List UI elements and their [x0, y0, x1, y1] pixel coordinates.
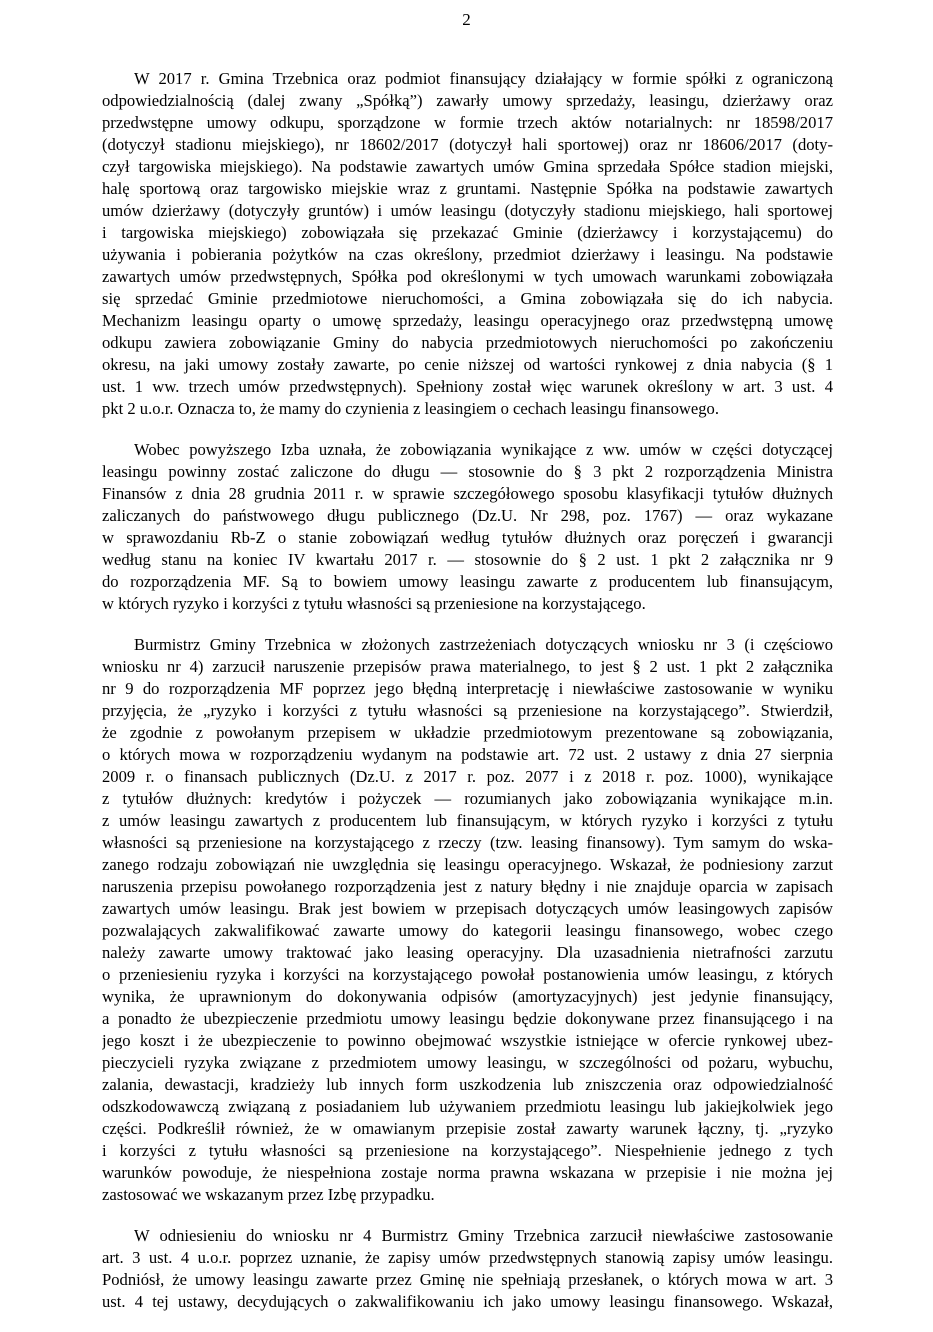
paragraph	[102, 439, 833, 615]
text-line: o przeniesieniu ryzyka i korzyści na korzystającego powołał postanowienia umów leasingu, z których	[102, 965, 833, 984]
text-line: ust. 4 tej ustawy, decydujących o zakwalifikowaniu ich jako umowy leasingu finansowego. Wskazał,	[102, 1292, 833, 1311]
paragraph	[102, 1225, 833, 1313]
text-line: przedwstępne umowy odkupu, sporządzone w formie trzech aktów notarialnych: nr 18598/2017	[102, 113, 833, 132]
text-line: się sprzedać Gminie przedmiotowe nieruchomości, a Gmina zobowiązała się do ich nabycia.	[102, 289, 833, 308]
text-line: odpowiedzialnością (dalej zwany „Spółką”) zawarły umowy sprzedaży, leasingu, dzierżawy oraz	[102, 91, 833, 110]
text-line: halę sportową oraz targowisko miejskie wraz z gruntami. Następnie Spółka na podstawie zawartych	[102, 179, 833, 198]
text-line: Wobec powyższego Izba uznała, że zobowiązania wynikające z ww. umów w części dotyczącej	[134, 440, 833, 459]
text-line: nr 9 do rozporządzenia MF poprzez jego błędną interpretację i niewłaściwe zastosowanie w wyniku	[102, 679, 833, 698]
text-line: zawartych umów leasingu. Brak jest bowiem w przepisach dotyczących umów leasingowych zapisów	[102, 899, 833, 918]
text-line: własności są przeniesione na korzystającego z rzeczy (tzw. leasing finansowy). Tym samym do wska-	[102, 833, 833, 852]
text-line: i korzyści z tytułu własności są przeniesione na korzystającego”. Niespełnienie jednego z tych	[102, 1141, 833, 1160]
page-number: 2	[462, 10, 471, 29]
text-line: naruszenia przepisu powołanego rozporządzenia jest z natury błędny i nie znajduje oparcia w zapisach	[102, 877, 833, 896]
text-line: odkupu zawiera zobowiązanie Gminy do nabycia przedmiotowych nieruchomości po zakończeniu	[102, 333, 833, 352]
text-line: do rozporządzenia MF. Są to bowiem umowy leasingu zawarte z producentem lub finansującym,	[102, 572, 833, 591]
paragraph	[102, 68, 833, 420]
text-line: (dotyczył stadionu miejskiego), nr 18602/2017 (dotyczył hali sportowej) oraz nr 18606/2017 (doty-	[102, 135, 833, 154]
text-line: przyjęcia, że „ryzyko i korzyści z tytułu własności są przeniesione na korzystającego”. Stwierdził,	[102, 701, 833, 720]
text-line: w sprawozdaniu Rb-Z o stanie zobowiązań według tytułów dłużnych oraz poręczeń i gwarancji	[102, 528, 833, 547]
text-line: używania i pobierania pożytków na czas określony, przedmiot dzierżawy i leasingu. Na podstawie	[102, 245, 833, 264]
text-line: 2009 r. o finansach publicznych (Dz.U. z 2017 r. poz. 2077 i z 2018 r. poz. 1000), wynikające	[102, 767, 833, 786]
text-line: Podniósł, że umowy leasingu zawarte przez Gminę nie spełniają przesłanek, o których mowa w art. 3	[102, 1270, 833, 1289]
text-line: warunków powoduje, że niespełniona zostaje norma prawna wskazana w przepisie i nie można jej	[102, 1163, 833, 1182]
text-line: leasingu powinny zostać zaliczone do długu — stosownie do § 3 pkt 2 rozporządzenia Ministra	[102, 462, 833, 481]
text-line: W 2017 r. Gmina Trzebnica oraz podmiot finansujący działający w formie spółki z ograniczoną	[134, 69, 833, 88]
text-line: a ponadto że ubezpieczenie przedmiotu umowy leasingu będzie dokonywane przez finansującego i na	[102, 1009, 833, 1028]
text-line: Mechanizm leasingu oparty o umowę sprzedaży, leasingu operacyjnego oraz przedwstępną umowę	[102, 311, 833, 330]
text-line: Burmistrz Gminy Trzebnica w złożonych zastrzeżeniach dotyczących wniosku nr 3 (i częściowo	[134, 635, 833, 654]
text-line: zanego rodzaju zobowiązań nie uwzględnia się leasingu operacyjnego. Wskazał, że podniesiony zarzut	[102, 855, 833, 874]
text-line: Finansów z dnia 28 grudnia 2011 r. w sprawie szczegółowego sposobu klasyfikacji tytułów dłużnych	[102, 484, 833, 503]
text-line: art. 3 ust. 4 u.o.r. poprzez uznanie, że zapisy umów przedwstępnych stanowią zapisy umów leasingu.	[102, 1248, 833, 1267]
text-line: zastosować we wskazanym przez Izbę przypadku.	[102, 1185, 435, 1204]
text-line: z tytułów dłużnych: kredytów i pożyczek — rozumianych jako zobowiązania wynikające m.in.	[102, 789, 833, 808]
text-line: że zgodnie z powołanym przepisem w układzie przedmiotowym prezentowane są zobowiązania,	[102, 723, 833, 742]
text-line: okresu, na jaki umowy zostały zawarte, po cenie niższej od wartości rynkowej z dnia nabycia (§ 1	[102, 355, 833, 374]
text-line: ust. 1 ww. trzech umów przedwstępnych). Spełniony został więc warunek określony w art. 3 ust. 4	[102, 377, 833, 396]
text-line: pozwalających zakwalifikować zawarte umowy do kategorii leasingu finansowego, wobec czego	[102, 921, 833, 940]
text-line: zawartych umów przedwstępnych, Spółka pod określonymi w tych umowach warunkami zobowiązała	[102, 267, 833, 286]
document-body	[102, 68, 833, 1332]
text-line: według stanu na koniec IV kwartału 2017 r. — stosownie do § 2 ust. 1 pkt 2 załącznika nr 9	[102, 550, 833, 569]
text-line: odszkodowawczą związaną z posiadaniem lub używaniem przedmiotu leasingu lub jakiejkolwiek jego	[102, 1097, 833, 1116]
text-line: z umów leasingu zawartych z producentem lub finansującym, w których ryzyko i korzyści z tytułu	[102, 811, 833, 830]
text-line: w których ryzyko i korzyści z tytułu własności są przeniesione na korzystającego.	[102, 594, 646, 613]
text-line: jego koszt i że ubezpieczenie to powinno obejmować wszystkie istniejące w ofercie rynkowej ubez-	[102, 1031, 833, 1050]
text-line: czył targowiska miejskiego). Na podstawie zawartych umów Gmina sprzedała Spółce stadion miejski,	[102, 157, 833, 176]
text-line: W odniesieniu do wniosku nr 4 Burmistrz Gminy Trzebnica zarzucił niewłaściwe zastosowanie	[134, 1226, 833, 1245]
paragraph	[102, 634, 833, 1206]
text-line: i targowiska miejskiego) zobowiązała się przekazać Gminie (dzierżawcy i korzystającemu) do	[102, 223, 833, 242]
text-line: o których mowa w rozporządzeniu wydanym na podstawie art. 72 ust. 2 ustawy z dnia 27 sierpnia	[102, 745, 833, 764]
text-line: wynika, że uprawnionym do dokonywania odpisów (amortyzacyjnych) jest jedynie finansujący,	[102, 987, 833, 1006]
text-line: należy zawarte umowy traktować jako leasing operacyjny. Dla uzasadnienia nietrafności zarzutu	[102, 943, 833, 962]
text-line: zaliczanych do państwowego długu publicznego (Dz.U. Nr 298, poz. 1767) — oraz wykazane	[102, 506, 833, 525]
text-line: części. Podkreślił również, że w omawianym przepisie został zawarty warunek łączny, tj. „ryzyko	[102, 1119, 833, 1138]
text-line: pkt 2 u.o.r. Oznacza to, że mamy do czynienia z leasingiem o cechach leasingu finansowego.	[102, 399, 719, 418]
text-line: umów dzierżawy (dotyczyły gruntów) i umów leasingu (dotyczyły stadionu miejskiego, hali sportowej	[102, 201, 833, 220]
text-line: wniosku nr 4) zarzucił naruszenie przepisów prawa materialnego, to jest § 2 ust. 1 pkt 2 załącznika	[102, 657, 833, 676]
text-line: zalania, dewastacji, kradzieży lub innych form uszkodzenia lub zniszczenia oraz odpowiedzialność	[102, 1075, 833, 1094]
text-line: pieczycieli ryzyka związane z przedmiotem umowy leasingu, w szczególności od pożaru, wybuchu,	[102, 1053, 833, 1072]
